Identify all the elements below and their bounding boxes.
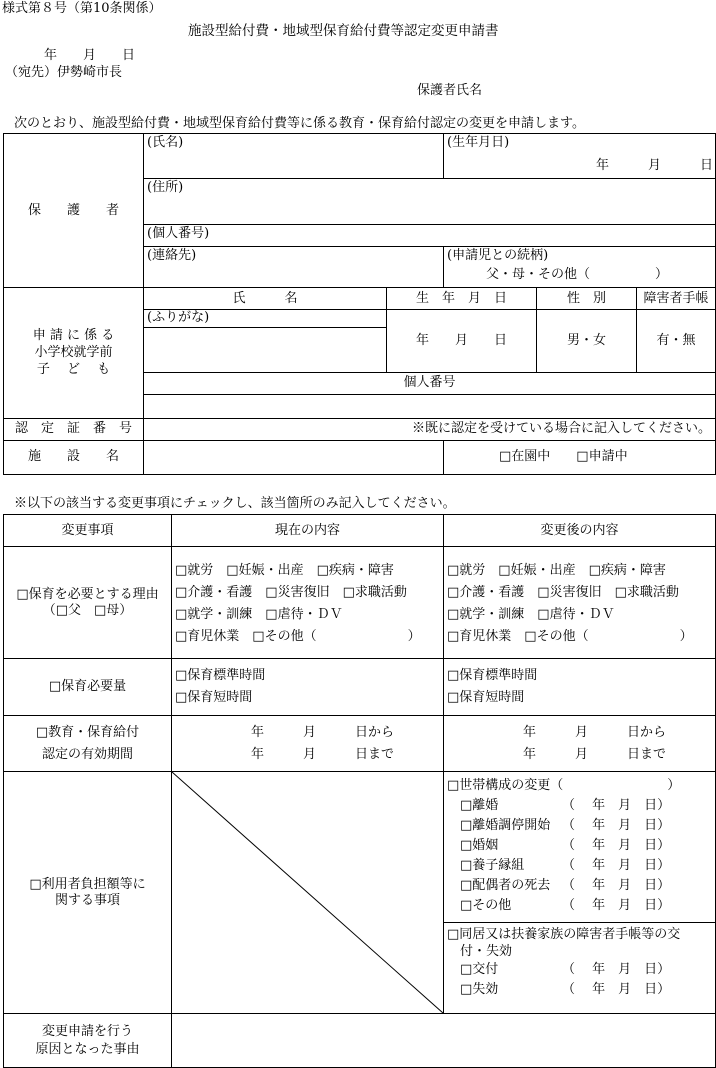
child-disability-field[interactable]: 有・無: [637, 310, 716, 373]
household-list: [444, 796, 715, 916]
household-item[interactable]: [444, 856, 715, 876]
household-item-label: □離婚: [460, 798, 499, 813]
intro-text: 次のとおり、施設型給付費・地域型保育給付費等に係る教育・保育給付認定の変更を申請します。: [14, 116, 585, 131]
child-label: 申 請 に 係 る 小学校就学前 子 ど も: [4, 288, 144, 419]
household-item[interactable]: [444, 896, 715, 916]
child-name-header: 氏 名: [144, 288, 387, 310]
child-disability-header: 障害者手帳: [637, 288, 716, 310]
col-current: 現在の内容: [172, 515, 444, 547]
cohabit-change-line-1[interactable]: □同居又は扶養家族の障害者手帳等の交: [447, 927, 681, 942]
cause-label: 変更申請を行う 原因となった事由: [4, 1014, 172, 1068]
cohabit-item-date: （ 年 月 日）: [562, 982, 671, 997]
household-item-label: □離婚調停開始: [460, 818, 551, 833]
child-sex-field[interactable]: 男・女: [537, 310, 637, 373]
child-furigana-field[interactable]: (ふりがな): [144, 310, 387, 328]
col-after: 変更後の内容: [444, 515, 716, 547]
guardian-relation-field[interactable]: (申請児との続柄) 父・母・その他（ ）: [444, 247, 716, 288]
cert-number-label: 認 定 証 番 号: [4, 418, 144, 440]
change-items-table: [3, 514, 716, 1068]
facility-status[interactable]: □在園中 □申請中: [444, 440, 716, 474]
guardian-label: 保 護 者: [4, 134, 144, 288]
reason-after[interactable]: □就労 □妊娠・出産 □疾病・障害 □介護・看護 □災害復旧 □求職活動 □就学・訓練 □虐待・ＤＶ □育児休業 □その他（ ）: [444, 547, 716, 659]
document-title: 施設型給付費・地域型保育給付費等認定変更申請書: [188, 23, 499, 39]
reason-label[interactable]: □保育を必要とする理由 （□父 □母）: [4, 547, 172, 659]
household-item-label: □その他: [460, 898, 512, 913]
facility-label: 施 設 名: [4, 440, 144, 474]
household-item[interactable]: [444, 836, 715, 856]
burden-after[interactable]: [444, 772, 716, 1014]
household-item-label: □婚姻: [460, 838, 499, 853]
cohabit-item-date: （ 年 月 日）: [562, 962, 671, 977]
household-item-date: （ 年 月 日）: [562, 838, 671, 853]
facility-name-field[interactable]: [144, 440, 444, 474]
guardian-birth-field[interactable]: (生年月日) 年 月 日: [444, 134, 716, 179]
child-sex-header: 性 別: [537, 288, 637, 310]
cohabit-item[interactable]: [444, 960, 715, 980]
cert-number-field[interactable]: ※既に認定を受けている場合に記入してください。: [144, 418, 716, 440]
household-item[interactable]: [444, 816, 715, 836]
reason-current[interactable]: □就労 □妊娠・出産 □疾病・障害 □介護・看護 □災害復旧 □求職活動 □就学・訓練 □虐待・ＤＶ □育児休業 □その他（ ）: [172, 547, 444, 659]
child-birth-header: 生 年 月 日: [387, 288, 537, 310]
cohabit-item-label: □失効: [460, 982, 499, 997]
guardian-contact-field[interactable]: (連絡先): [144, 247, 444, 288]
period-current[interactable]: 年 月 日から 年 月 日まで: [172, 716, 444, 772]
amount-current[interactable]: □保育標準時間 □保育短時間: [172, 659, 444, 716]
household-item-date: （ 年 月 日）: [562, 798, 671, 813]
child-id-header: 個人番号: [144, 372, 716, 394]
household-item[interactable]: [444, 876, 715, 896]
household-item-date: （ 年 月 日）: [562, 858, 671, 873]
guardian-address-field[interactable]: (住所): [144, 179, 716, 225]
guardian-id-field[interactable]: (個人番号): [144, 225, 716, 247]
change-instruction: ※以下の該当する変更事項にチェックし、該当箇所のみ記入してください。: [14, 496, 456, 511]
cohabit-change-line-2: 付・失効: [460, 944, 513, 959]
col-change-item: 変更事項: [4, 515, 172, 547]
amount-label[interactable]: □保育必要量: [4, 659, 172, 716]
household-item-label: □養子縁組: [460, 858, 525, 873]
household-item[interactable]: [444, 796, 715, 816]
date-line: 年 月 日: [44, 48, 136, 63]
household-item-date: （ 年 月 日）: [562, 878, 671, 893]
guardian-name-field[interactable]: (氏名): [144, 134, 444, 179]
child-id-field[interactable]: [144, 394, 716, 418]
cohabit-item-label: □交付: [460, 962, 499, 977]
guardian-child-table: [3, 133, 716, 475]
amount-after[interactable]: □保育標準時間 □保育短時間: [444, 659, 716, 716]
household-item-date: （ 年 月 日）: [562, 818, 671, 833]
addressee: （宛先）伊勢崎市長: [5, 65, 123, 80]
diagonal-strike: [172, 772, 444, 1014]
child-birth-field[interactable]: 年 月 日: [387, 310, 537, 373]
burden-current-blank: [172, 772, 444, 1014]
burden-label[interactable]: □利用者負担額等に 関する事項: [4, 772, 172, 1014]
household-item-date: （ 年 月 日）: [562, 898, 671, 913]
form-number: 様式第８号（第10条関係）: [2, 1, 162, 16]
period-after[interactable]: 年 月 日から 年 月 日まで: [444, 716, 716, 772]
child-name-field[interactable]: [144, 327, 387, 372]
period-label[interactable]: □教育・保育給付 認定の有効期間: [4, 716, 172, 772]
household-change[interactable]: □世帯構成の変更（ ）: [447, 778, 681, 793]
cohabit-item[interactable]: [444, 980, 715, 1000]
cause-field[interactable]: [172, 1014, 716, 1068]
guardian-name-label: 保護者氏名: [417, 83, 483, 98]
household-item-label: □配偶者の死去: [460, 878, 551, 893]
cohabit-list: [444, 960, 715, 1000]
